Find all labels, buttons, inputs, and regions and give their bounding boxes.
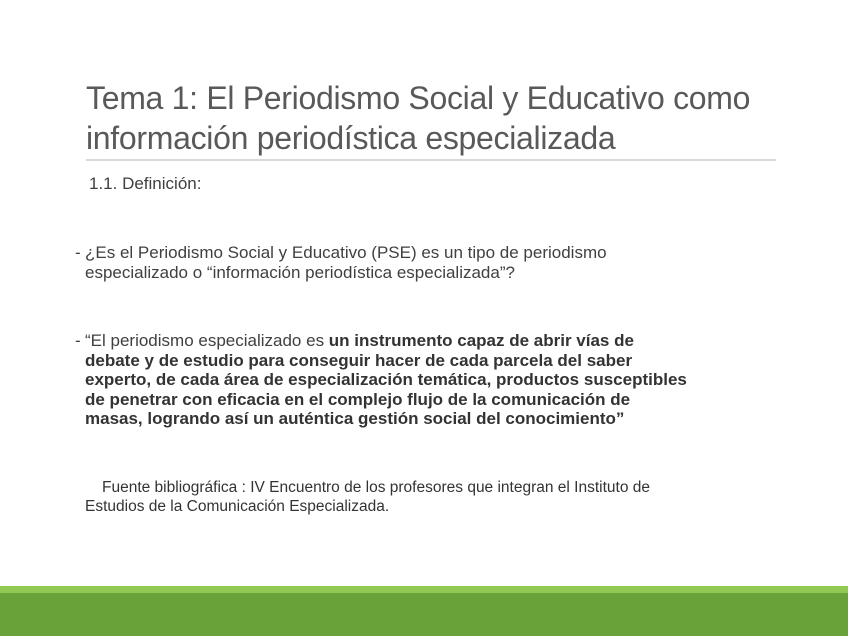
quote-paragraph xyxy=(75,331,785,429)
quote-line-1 xyxy=(85,331,785,351)
slide-title-line-2: información periodística especializada xyxy=(86,120,616,156)
quote-line-4: de penetrar con eficacia en el complejo flujo de la comunicación de xyxy=(85,389,631,409)
slide-title xyxy=(86,78,806,158)
question-line-1: ¿Es el Periodismo Social y Educativo (PSE) es un tipo de periodismo xyxy=(85,243,607,262)
question-paragraph xyxy=(75,243,785,282)
source-line-1: Fuente bibliográfica : IV Encuentro de los profesores que integran el Instituto de xyxy=(102,479,651,496)
quote-dash: - xyxy=(75,331,81,350)
footer-accent-stripe xyxy=(0,586,848,593)
quote-line-1-normal: “El periodismo especializado es xyxy=(85,331,329,350)
footer-bar xyxy=(0,593,848,636)
question-dash: - xyxy=(75,243,81,262)
quote-line-5: masas, logrando así un auténtica gestión social del conocimiento” xyxy=(85,409,625,428)
title-divider xyxy=(86,159,776,161)
quote-line-3: experto, de cada área de especialización temática, productos susceptibles xyxy=(85,370,687,389)
quote-line-2: debate y de estudio para conseguir hacer de cada parcela del saber xyxy=(85,350,633,370)
source-line-2: Estudios de la Comunicación Especializada. xyxy=(85,498,390,515)
section-subtitle: 1.1. Definición: xyxy=(89,174,202,193)
source-citation xyxy=(85,478,785,516)
question-line-2: especializado o “información periodística especializada”? xyxy=(85,262,515,282)
quote-line-1-bold: un instrumento capaz de abrir vías de xyxy=(328,331,634,350)
slide-title-line-1: Tema 1: El Periodismo Social y Educativo como xyxy=(86,80,751,116)
